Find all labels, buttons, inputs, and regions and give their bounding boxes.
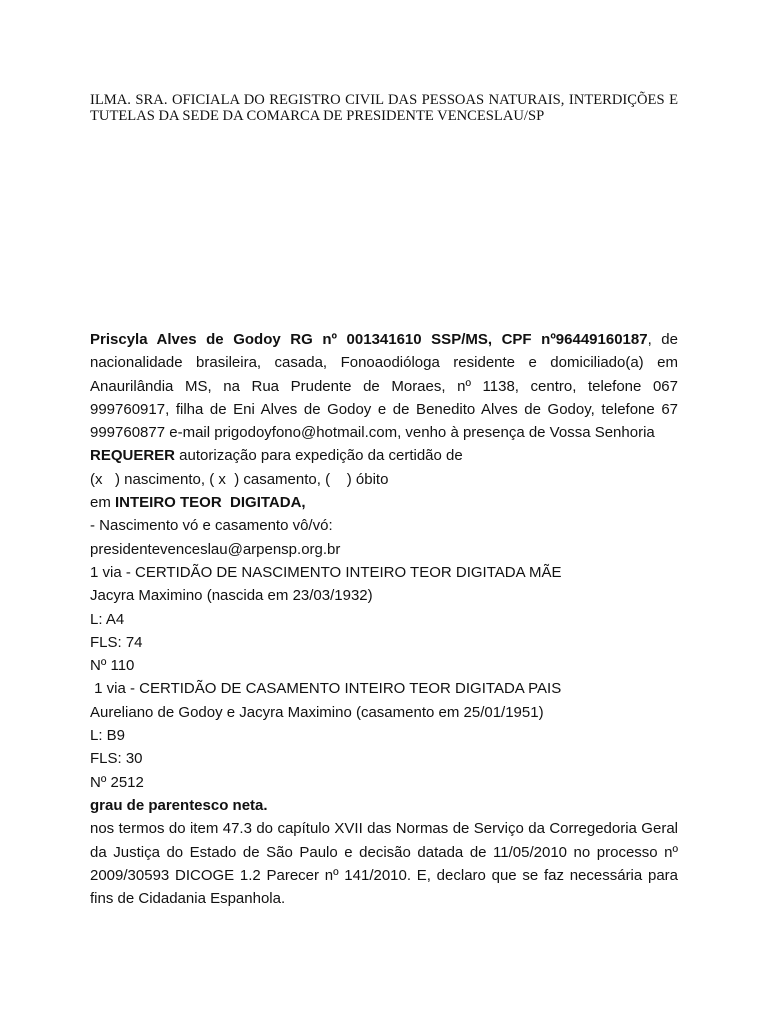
document-body <box>90 328 678 910</box>
marriage-number-line: Nº 2512 <box>90 773 144 791</box>
mode-value: INTEIRO TEOR DIGITADA, <box>115 494 306 512</box>
request-line <box>90 444 678 467</box>
birth-page-line: FLS: 74 <box>90 633 143 651</box>
document-heading: ILMA. SRA. OFICIALA DO REGISTRO CIVIL DAS PESSOAS NATURAIS, INTERDIÇÕES E TUTELAS DA SEDE DA COMARCA DE PRESIDENTE VENCESLAU/SP <box>90 92 678 124</box>
kinship-line: grau de parentesco neta. <box>90 796 268 814</box>
request-verb: REQUERER <box>90 447 176 465</box>
closing-paragraph: nos termos do item 47.3 do capítulo XVII das Normas de Serviço da Corregedoria Geral da Justiça do Estado de São Paulo e decisão datada de 11/05/2010 no processo nº 2009/30593 DICOGE 1.2 Parecer nº 141/2010. E, declaro que se faz necessária para fins de Cidadania Espanhola. <box>90 820 678 908</box>
requester-paragraph <box>90 328 678 444</box>
certificate-options-line: (x ) nascimento, ( x ) casamento, ( ) óbito <box>90 470 389 488</box>
subject-line: - Nascimento vó e casamento vô/vó: <box>90 517 333 535</box>
email-line: presidentevenceslau@arpensp.org.br <box>90 540 341 558</box>
requester-identification: Priscyla Alves de Godoy RG nº 001341610 SSP/MS, CPF nº96449160187 <box>90 331 648 348</box>
birth-certificate-line: 1 via - CERTIDÃO DE NASCIMENTO INTEIRO TEOR DIGITADA MÃE <box>90 563 562 581</box>
marriage-book-line: L: B9 <box>90 727 126 745</box>
mode-line <box>90 491 678 514</box>
requester-details: , de nacionalidade brasileira, casada, Fonoaodióloga residente e domiciliado(a) em Anaurilândia MS, na Rua Prudente de Moraes, nº 1138, centro, telefone 067 999760917, filha de Eni Alves de Godoy e de Benedito Alves de Godoy, telefone 67 999760877 e-mail prigodoyfono@hotmail.com, venho à presença de Vossa Senhoria <box>90 331 678 442</box>
marriage-certificate-line: 1 via - CERTIDÃO DE CASAMENTO INTEIRO TEOR DIGITADA PAIS <box>90 680 562 698</box>
mode-prefix: em <box>90 494 116 512</box>
request-text: autorização para expedição da certidão de <box>175 447 463 465</box>
marriage-persons-line: Aureliano de Godoy e Jacyra Maximino (casamento em 25/01/1951) <box>90 703 544 721</box>
birth-book-line: L: A4 <box>90 610 125 628</box>
birth-person-line: Jacyra Maximino (nascida em 23/03/1932) <box>90 587 373 605</box>
marriage-page-line: FLS: 30 <box>90 750 143 768</box>
birth-number-line: Nº 110 <box>90 657 135 675</box>
